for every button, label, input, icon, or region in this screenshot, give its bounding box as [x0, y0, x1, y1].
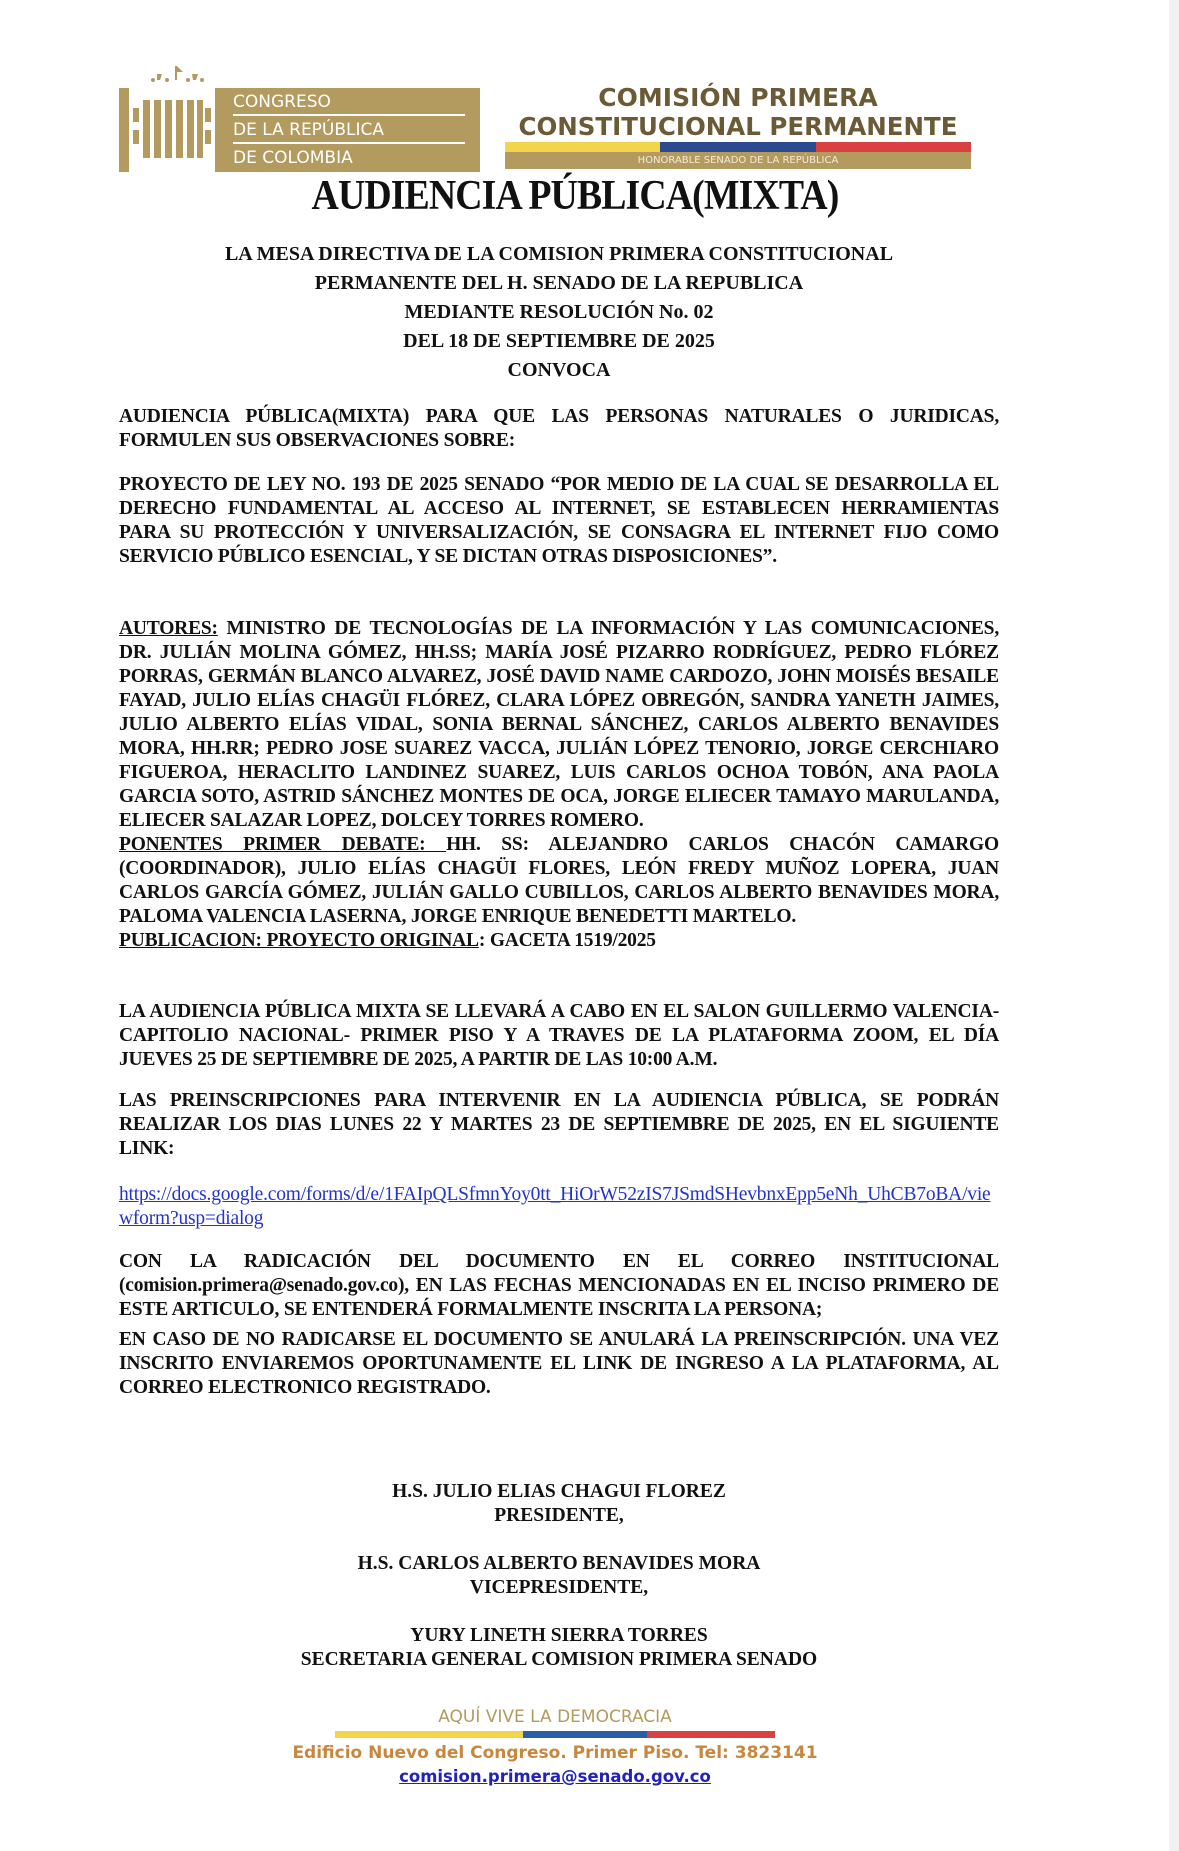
ponentes-label: PONENTES PRIMER DEBATE: — [119, 834, 447, 855]
lugar-paragraph: LA AUDIENCIA PÚBLICA MIXTA SE LLEVARÁ A CABO EN EL SALON GUILLERMO VALENCIA- CAPITOLIO NACIONAL- PRIMER PISO Y A TRAVES DE LA PLATAFORMA ZOOM, EL DÍA JUEVES 25 DE SEPTIEMBRE DE 2025, A PARTIR DE LAS 10:00 A.M. — [119, 1001, 999, 1070]
senado-band: HONORABLE SENADO DE LA REPÚBLICA — [505, 152, 971, 169]
signature-vicepresidente — [119, 1552, 999, 1600]
footer-flag-bar — [335, 1731, 775, 1738]
signature-role: SECRETARIA GENERAL COMISION PRIMERA SENADO — [300, 1649, 818, 1670]
publicacion-label: PUBLICACION: PROYECTO ORIGINAL — [119, 930, 479, 951]
publicacion-value: : GACETA 1519/2025 — [478, 930, 656, 951]
flag-yellow-stripe — [505, 142, 660, 152]
intro-paragraph: AUDIENCIA PÚBLICA(MIXTA) PARA QUE LAS PERSONAS NATURALES O JURIDICAS, FORMULEN SUS OBSERVACIONES SOBRE: — [119, 406, 999, 451]
congreso-line-2: DE LA REPÚBLICA — [233, 120, 465, 144]
flag-yellow-stripe — [335, 1731, 523, 1738]
congreso-logo — [119, 64, 481, 172]
signature-presidente — [119, 1480, 999, 1528]
radicacion-paragraph: CON LA RADICACIÓN DEL DOCUMENTO EN EL CORREO INSTITUCIONAL (comision.primera@senado.gov.co), EN LAS FECHAS MENCIONADAS EN EL INCISO PRIMERO DE ESTE ARTICULO, SE ENTENDERÁ FORMALMENTE INSCRITA LA PERSONA; — [119, 1251, 999, 1320]
signature-name: H.S. CARLOS ALBERTO BENAVIDES MORA — [357, 1553, 761, 1574]
heading-line: CONVOCA — [507, 359, 611, 381]
comision-logo-line-2: CONSTITUCIONAL PERMANENTE — [518, 112, 958, 141]
signature-name: H.S. JULIO ELIAS CHAGUI FLOREZ — [392, 1481, 726, 1502]
preinscripciones-paragraph: LAS PREINSCRIPCIONES PARA INTERVENIR EN LA AUDIENCIA PÚBLICA, SE PODRÁN REALIZAR LOS DIAS LUNES 22 Y MARTES 23 DE SEPTIEMBRE DE 2025, EN EL SIGUIENTE LINK: — [119, 1090, 999, 1159]
congreso-name-box — [225, 88, 480, 172]
heading-line: PERMANENTE DEL H. SENADO DE LA REPUBLICA — [314, 272, 804, 294]
comision-logo-line-1: COMISIÓN PRIMERA — [598, 83, 878, 112]
flag-red-stripe — [647, 1731, 775, 1738]
flag-red-stripe — [816, 142, 971, 152]
registration-form-link[interactable]: https://docs.google.com/forms/d/e/1FAIpQLSfmnYoy0tt_HiOrW52zIS7JSmdSHevbnxEpp5eNh_UhCB7oBA/viewform?usp=dialog — [119, 1184, 991, 1229]
heading-line: DEL 18 DE SEPTIEMBRE DE 2025 — [403, 330, 715, 352]
autores-paragraph — [119, 617, 999, 953]
signature-role: VICEPRESIDENTE, — [469, 1577, 649, 1598]
flag-blue-stripe — [523, 1731, 648, 1738]
ponentes-list: HH. SS: ALEJANDRO CARLOS CHACÓN CAMARGO (COORDINADOR), JULIO ELÍAS CHAGÜI FLORES, LEÓN FREDY MUÑOZ LOPERA, JUAN CARLOS GARCÍA GÓMEZ, JULIÁN GALLO CUBILLOS, CARLOS ALBERTO BENAVIDES MORA, PALOMA VALENCIA LASERNA, JORGE ENRIQUE BENEDETTI MARTELO. — [119, 834, 999, 927]
heading-line: LA MESA DIRECTIVA DE LA COMISION PRIMERA CONSTITUCIONAL — [224, 243, 894, 265]
footer-slogan: AQUÍ VIVE LA DEMOCRACIA — [438, 1707, 672, 1727]
flag-blue-stripe — [660, 142, 815, 152]
footer-address: Edificio Nuevo del Congreso. Primer Piso. Tel: 3823141 — [292, 1743, 818, 1763]
footer — [280, 1705, 830, 1788]
signature-secretaria — [119, 1624, 999, 1672]
page-edge-strip — [1169, 0, 1179, 1851]
congreso-line-3: DE COLOMBIA — [233, 148, 353, 168]
colombia-flag-bar — [505, 142, 971, 152]
congreso-line-1: CONGRESO — [233, 92, 465, 116]
signature-name: YURY LINETH SIERRA TORRES — [410, 1625, 708, 1646]
anulacion-paragraph: EN CASO DE NO RADICARSE EL DOCUMENTO SE ANULARÁ LA PREINSCRIPCIÓN. UNA VEZ INSCRITO ENVIAREMOS OPORTUNAMENTE EL LINK DE INGRESO A LA PLATAFORMA, AL CORREO ELECTRONICO REGISTRADO. — [119, 1329, 999, 1398]
capitol-building-icon — [119, 64, 225, 172]
heading-line: MEDIANTE RESOLUCIÓN No. 02 — [404, 301, 714, 323]
comision-primera-logo — [505, 84, 971, 172]
signature-role: PRESIDENTE, — [494, 1505, 624, 1526]
proyecto-paragraph: PROYECTO DE LEY NO. 193 DE 2025 SENADO “POR MEDIO DE LA CUAL SE DESARROLLA EL DERECHO FUNDAMENTAL AL ACCESO AL INTERNET, SE ESTABLECEN HERRAMIENTAS PARA SU PROTECCIÓN Y UNIVERSALIZACIÓN, SE CONSAGRA EL INTERNET FIJO COMO SERVICIO PÚBLICO ESENCIAL, Y SE DICTAN OTRAS DISPOSICIONES”. — [119, 474, 999, 567]
resolution-heading — [119, 240, 999, 385]
document-title: AUDIENCIA PÚBLICA(MIXTA) — [311, 173, 839, 219]
footer-email-link[interactable]: comision.primera@senado.gov.co — [399, 1767, 711, 1786]
autores-label: AUTORES: — [119, 618, 218, 639]
autores-list: MINISTRO DE TECNOLOGÍAS DE LA INFORMACIÓN Y LAS COMUNICACIONES, DR. JULIÁN MOLINA GÓMEZ, HH.SS; MARÍA JOSÉ PIZARRO RODRÍGUEZ, PEDRO FLÓREZ PORRAS, GERMÁN BLANCO ALVAREZ, JOSÉ DAVID NAME CARDOZO, JOHN MOISÉS BESAILE FAYAD, JULIO ELÍAS CHAGÜI FLÓREZ, CLARA LÓPEZ OBREGÓN, SANDRA YANETH JAIMES, JULIO ALBERTO ELÍAS VIDAL, SONIA BERNAL SÁNCHEZ, CARLOS ALBERTO BENAVIDES MORA, HH.RR; PEDRO JOSE SUAREZ VACCA, JULIÁN LÓPEZ TENORIO, JORGE CERCHIARO FIGUEROA, HERACLITO LANDINEZ SUAREZ, LUIS CARLOS OCHOA TOBÓN, ANA PAOLA GARCIA SOTO, ASTRID SÁNCHEZ MONTES DE OCA, JORGE ELIECER TAMAYO MARULANDA, ELIECER SALAZAR LOPEZ, DOLCEY TORRES ROMERO. — [119, 618, 999, 831]
